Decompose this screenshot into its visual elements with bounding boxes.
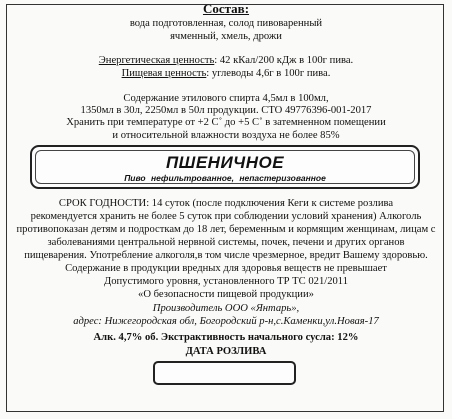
strength-and-extract: Алк. 4,7% об. Экстрактивность начального сусла: 12% [93, 332, 359, 343]
product-description: Пиво нефильтрованное, непастеризованное [124, 173, 326, 183]
nutrition-value-line [6, 68, 446, 80]
energy-label: Энергетическая ценность [98, 55, 215, 66]
storage-line-2: и относительной влажности воздуха не более 85% [112, 130, 340, 141]
composition-heading: Состав: [202, 1, 250, 16]
warning-line-1: противопоказан детям и подросткам до 18 лет, беременным и кормящим женщинам, лицам с [16, 224, 436, 235]
alcohol-content-line-1: Содержание этилового спирта 4,5мл в 100мл, [123, 93, 329, 104]
energy-value-line [6, 55, 446, 67]
shelf-life-label: СРОК ГОДНОСТИ: [58, 198, 150, 209]
composition-line-1: вода подготовленная, солод пивоваренный [129, 18, 323, 29]
producer-address: адрес: Нижегородская обл, Богородский р-н,с.Каменки,ул.Новая-17 [73, 316, 379, 327]
product-name-banner [30, 145, 420, 189]
alcohol-content-line-2: 1350мл в 30л, 2250мл в 50л продукции. СТО 49776396-001-2017 [80, 105, 372, 116]
shelf-life-line-2: рекомендуется хранить не более 5 суток при соблюдении условий хранения) Алкоголь [30, 211, 422, 222]
storage-line-1: Хранить при температуре от +2 С˚ до +5 С˚ в затемненном помещении [66, 117, 386, 128]
composition-line-2: ячменный, хмель, дрожи [170, 31, 282, 42]
producer: Производитель ООО «Янтарь», [152, 303, 300, 314]
product-name: ПШЕНИЧНОЕ [165, 153, 285, 172]
bottling-date-box [153, 361, 296, 385]
warning-line-2: заболеваниями центральной нервной системы, почек, печени и других органов [47, 237, 405, 248]
nutrition-value: : углеводы 4,6г в 100г пива. [206, 68, 331, 79]
safety-line-2: Допустимого уровня, установленного ТР ТС 021/2011 [103, 276, 348, 287]
shelf-life-text: 14 суток (после подключения Кеги к системе розлива [149, 198, 394, 209]
safety-line-1: Содержание в продукции вредных для здоровья веществ не превышает [65, 263, 387, 274]
safety-line-3: «О безопасности пищевой продукции» [138, 289, 314, 300]
bottling-date-label: ДАТА РОЗЛИВА [185, 346, 267, 357]
shelf-life-line-1 [6, 198, 446, 210]
warning-line-3: пищеварения. Употребление алкоголя,в том числе чрезмерное, вредит Вашему здоровью. [24, 250, 428, 261]
nutrition-label: Пищевая ценность [121, 68, 207, 79]
energy-value: : 42 кКал/200 кДж в 100г пива. [214, 55, 354, 66]
